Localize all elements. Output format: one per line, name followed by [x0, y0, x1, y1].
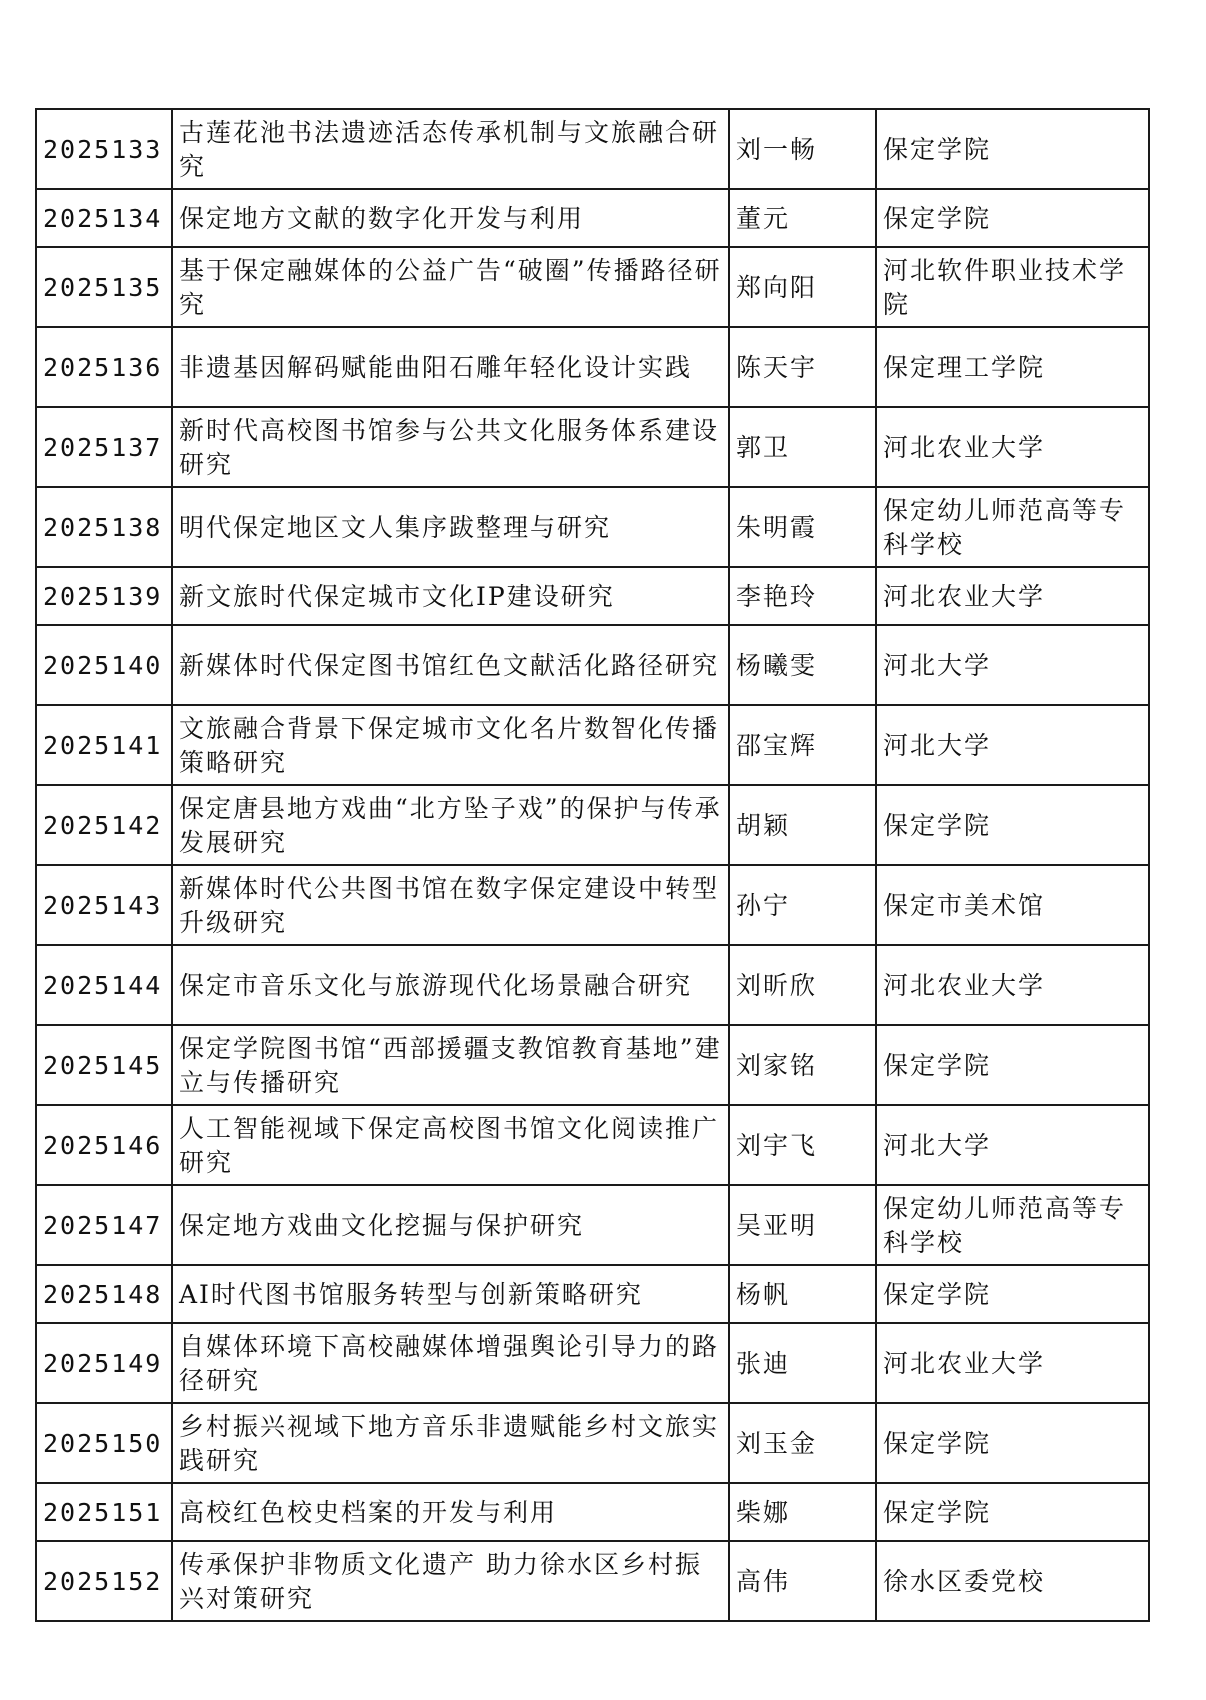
project-title: 文旅融合背景下保定城市文化名片数智化传播策略研究: [172, 705, 729, 785]
project-title: 保定地方文献的数字化开发与利用: [172, 189, 729, 247]
table-row: [36, 1323, 1149, 1403]
project-title: 自媒体环境下高校融媒体增强舆论引导力的路径研究: [172, 1323, 729, 1403]
project-id: 2025147: [36, 1185, 172, 1265]
table-row: [36, 1185, 1149, 1265]
project-organization: 徐水区委党校: [876, 1541, 1149, 1621]
table-row: [36, 785, 1149, 865]
project-organization: 保定学院: [876, 189, 1149, 247]
project-organization: 河北软件职业技术学院: [876, 247, 1149, 327]
project-id: 2025146: [36, 1105, 172, 1185]
project-title: 保定唐县地方戏曲“北方坠子戏”的保护与传承发展研究: [172, 785, 729, 865]
table-row: [36, 327, 1149, 407]
table-row: [36, 109, 1149, 189]
project-organization: 河北农业大学: [876, 567, 1149, 625]
project-leader: 高伟: [729, 1541, 876, 1621]
project-leader: 杨帆: [729, 1265, 876, 1323]
table-row: [36, 487, 1149, 567]
project-title: 新媒体时代保定图书馆红色文献活化路径研究: [172, 625, 729, 705]
project-leader: 刘一畅: [729, 109, 876, 189]
table-row: [36, 407, 1149, 487]
project-organization: 河北大学: [876, 625, 1149, 705]
project-title: 古莲花池书法遗迹活态传承机制与文旅融合研究: [172, 109, 729, 189]
table-row: [36, 625, 1149, 705]
project-leader: 柴娜: [729, 1483, 876, 1541]
project-title: AI时代图书馆服务转型与创新策略研究: [172, 1265, 729, 1323]
project-id: 2025136: [36, 327, 172, 407]
project-leader: 董元: [729, 189, 876, 247]
project-organization: 河北农业大学: [876, 407, 1149, 487]
project-leader: 刘玉金: [729, 1403, 876, 1483]
project-table: [35, 108, 1150, 1622]
project-organization: 河北大学: [876, 1105, 1149, 1185]
project-organization: 河北大学: [876, 705, 1149, 785]
project-leader: 郭卫: [729, 407, 876, 487]
project-leader: 张迪: [729, 1323, 876, 1403]
table-row: [36, 1403, 1149, 1483]
project-id: 2025135: [36, 247, 172, 327]
table-row: [36, 1105, 1149, 1185]
project-organization: 保定学院: [876, 1265, 1149, 1323]
project-id: 2025145: [36, 1025, 172, 1105]
project-title: 乡村振兴视域下地方音乐非遗赋能乡村文旅实践研究: [172, 1403, 729, 1483]
project-leader: 杨曦雯: [729, 625, 876, 705]
project-title: 保定地方戏曲文化挖掘与保护研究: [172, 1185, 729, 1265]
project-organization: 保定学院: [876, 1403, 1149, 1483]
project-id: 2025139: [36, 567, 172, 625]
project-id: 2025142: [36, 785, 172, 865]
project-leader: 刘宇飞: [729, 1105, 876, 1185]
project-leader: 刘家铭: [729, 1025, 876, 1105]
project-title: 新媒体时代公共图书馆在数字保定建设中转型升级研究: [172, 865, 729, 945]
project-organization: 保定理工学院: [876, 327, 1149, 407]
project-id: 2025137: [36, 407, 172, 487]
project-leader: 陈天宇: [729, 327, 876, 407]
project-id: 2025148: [36, 1265, 172, 1323]
table-row: [36, 189, 1149, 247]
project-organization: 保定幼儿师范高等专科学校: [876, 1185, 1149, 1265]
project-title: 高校红色校史档案的开发与利用: [172, 1483, 729, 1541]
project-leader: 李艳玲: [729, 567, 876, 625]
project-organization: 保定学院: [876, 109, 1149, 189]
project-organization: 河北农业大学: [876, 945, 1149, 1025]
project-organization: 保定学院: [876, 1483, 1149, 1541]
project-title: 非遗基因解码赋能曲阳石雕年轻化设计实践: [172, 327, 729, 407]
project-id: 2025133: [36, 109, 172, 189]
project-leader: 刘昕欣: [729, 945, 876, 1025]
project-organization: 保定学院: [876, 785, 1149, 865]
table-row: [36, 567, 1149, 625]
table-row: [36, 1483, 1149, 1541]
project-leader: 朱明霞: [729, 487, 876, 567]
project-title: 基于保定融媒体的公益广告“破圈”传播路径研究: [172, 247, 729, 327]
project-title: 保定市音乐文化与旅游现代化场景融合研究: [172, 945, 729, 1025]
project-leader: 孙宁: [729, 865, 876, 945]
table-row: [36, 247, 1149, 327]
project-id: 2025134: [36, 189, 172, 247]
table-row: [36, 1025, 1149, 1105]
project-title: 新时代高校图书馆参与公共文化服务体系建设研究: [172, 407, 729, 487]
project-id: 2025149: [36, 1323, 172, 1403]
project-id: 2025138: [36, 487, 172, 567]
project-organization: 河北农业大学: [876, 1323, 1149, 1403]
table-row: [36, 705, 1149, 785]
table-row: [36, 865, 1149, 945]
project-leader: 吴亚明: [729, 1185, 876, 1265]
project-leader: 胡颖: [729, 785, 876, 865]
project-title: 新文旅时代保定城市文化IP建设研究: [172, 567, 729, 625]
project-id: 2025152: [36, 1541, 172, 1621]
project-title: 人工智能视域下保定高校图书馆文化阅读推广研究: [172, 1105, 729, 1185]
project-id: 2025144: [36, 945, 172, 1025]
project-id: 2025140: [36, 625, 172, 705]
table-row: [36, 1265, 1149, 1323]
project-leader: 邵宝辉: [729, 705, 876, 785]
project-organization: 保定市美术馆: [876, 865, 1149, 945]
project-title: 保定学院图书馆“西部援疆支教馆教育基地”建立与传播研究: [172, 1025, 729, 1105]
project-title: 明代保定地区文人集序跋整理与研究: [172, 487, 729, 567]
project-organization: 保定学院: [876, 1025, 1149, 1105]
project-leader: 郑向阳: [729, 247, 876, 327]
table-row: [36, 945, 1149, 1025]
project-title: 传承保护非物质文化遗产 助力徐水区乡村振兴对策研究: [172, 1541, 729, 1621]
table-row: [36, 1541, 1149, 1621]
project-id: 2025141: [36, 705, 172, 785]
project-organization: 保定幼儿师范高等专科学校: [876, 487, 1149, 567]
project-id: 2025151: [36, 1483, 172, 1541]
project-id: 2025150: [36, 1403, 172, 1483]
project-id: 2025143: [36, 865, 172, 945]
